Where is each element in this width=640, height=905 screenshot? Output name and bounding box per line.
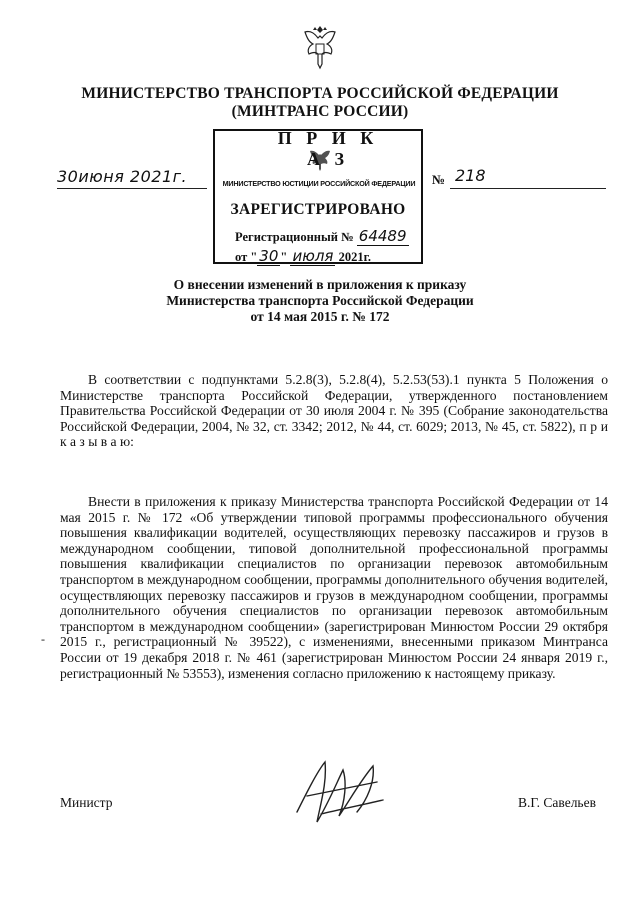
order-number-label: № — [432, 172, 446, 187]
order-title-line3: от 14 мая 2015 г. № 172 — [250, 309, 390, 324]
stamp-date-year: 2021 — [338, 250, 364, 264]
body-paragraph-order: Внести в приложения к приказу Министерства транспорта Российской Федерации от 14 мая 2015 г. № 172 «Об утверждении типовой программы профессионального обучения повышения квалификации водителей, осуществляющих перевозку пассажиров и грузов в международном сообщении, типовой дополнительной профессиональной программы повышения квалификации специалистов по организации перевозок автомобильным транспортом в международном сообщении, программы дополнительного обучения водителей, осуществляющих перевозку пассажиров и грузов в международном сообщении, программы дополнительного обучения специалистов по организации перевозок автомобильным транспортом в международном сообщении» (зарегистрирован Минюстом России 29 октября 2015 г., регистрационный № 39522), с изменениями, внесенными приказом Минтранса России от 19 декабря 2018 г. № 461 (зарегистрирован Минюстом России 24 января 2019 г., регистрационный № 53553), изменения согласно приложению к настоящему приказу. — [60, 494, 608, 681]
order-number-line — [450, 188, 606, 189]
stamp-date-month: июля — [292, 247, 334, 265]
stamp-date-mid: " — [280, 250, 288, 264]
stamp-date-suffix: г. — [363, 250, 371, 264]
order-title-line1: О внесении изменений в приложения к приказу — [173, 277, 467, 292]
stamp-title: ЗАРЕГИСТРИРОВАНО — [230, 201, 406, 218]
stamp-date-prefix: от " — [235, 250, 258, 264]
ministry-name: МИНИСТЕРСТВО ТРАНСПОРТА РОССИЙСКОЙ ФЕДЕРАЦИИ — [81, 85, 559, 102]
order-date-handwritten: 30июня 2021г. — [57, 167, 188, 186]
margin-mark: - — [41, 632, 45, 646]
order-title-line2: Министерства транспорта Российской Федерации — [166, 293, 474, 308]
ministry-short-name: (МИНТРАНС РОССИИ) — [231, 103, 409, 120]
body-paragraph-preamble: В соответствии с подпунктами 5.2.8(3), 5.2.8(4), 5.2.53(53).1 пункта 5 Положения о Министерстве транспорта Российской Федерации, утвержденного постановлением Правительства Российской Федерации от 30 июля 2004 г. № 395 (Собрание законодательства Российской Федерации, 2004, № 32, ст. 3342; 2012, № 44, ст. 6029; 2013, № 45, ст. 5822), п р и к а з ы в а ю: — [60, 372, 608, 450]
order-date-line — [57, 188, 207, 189]
stamp-reg-label: Регистрационный № — [235, 230, 354, 244]
document-type-title: П Р И К А З — [277, 128, 379, 169]
stamp-date-day: 30 — [259, 247, 279, 265]
coat-of-arms-icon — [297, 22, 343, 72]
stamp-registration-number — [235, 227, 409, 246]
stamp-registration-date — [235, 247, 371, 266]
stamp-reg-number-handwritten: 64489 — [358, 227, 407, 245]
order-number-handwritten: 218 — [455, 166, 486, 185]
signatory-name: В.Г. Савельев — [518, 795, 596, 810]
handwritten-signature-icon — [287, 752, 397, 832]
stamp-heading: МИНИСТЕРСТВО ЮСТИЦИИ РОССИЙСКОЙ ФЕДЕРАЦИИ — [222, 179, 416, 188]
signatory-position: Министр — [60, 795, 113, 810]
